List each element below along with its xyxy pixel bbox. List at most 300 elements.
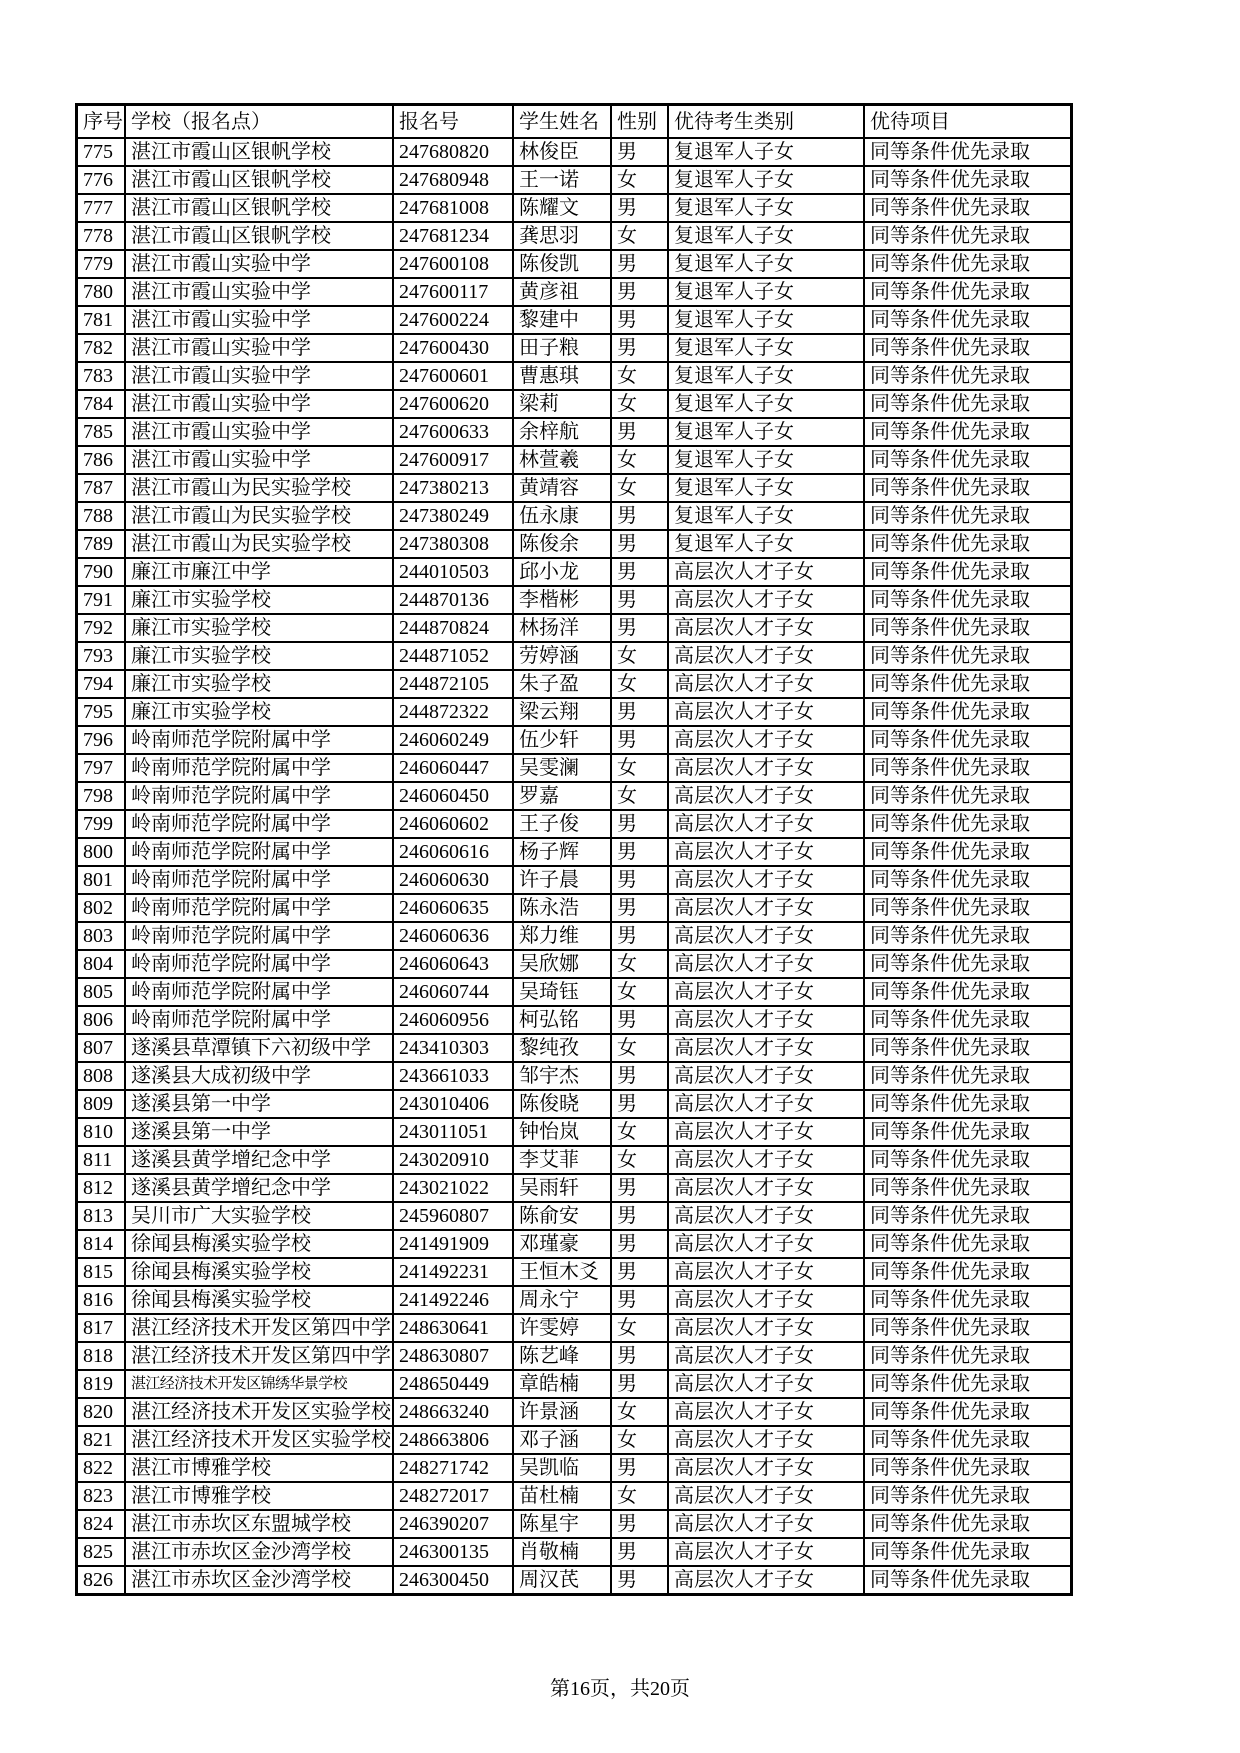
cell-gender: 男	[611, 810, 668, 838]
cell-school: 湛江市霞山实验中学	[125, 278, 393, 306]
cell-name: 柯弘铭	[513, 1006, 611, 1034]
cell-regno: 246060956	[393, 1006, 513, 1034]
cell-name: 黎纯孜	[513, 1034, 611, 1062]
table-row	[77, 334, 1072, 362]
cell-school: 湛江市霞山实验中学	[125, 418, 393, 446]
cell-category: 复退军人子女	[668, 446, 864, 474]
cell-category: 高层次人才子女	[668, 1342, 864, 1370]
cell-school: 湛江经济技术开发区第四中学	[125, 1342, 393, 1370]
cell-school: 湛江市霞山实验中学	[125, 446, 393, 474]
cell-gender: 男	[611, 1202, 668, 1230]
cell-category: 复退军人子女	[668, 418, 864, 446]
cell-seq: 823	[77, 1482, 126, 1510]
cell-name: 伍永康	[513, 502, 611, 530]
cell-school: 岭南师范学院附属中学	[125, 978, 393, 1006]
cell-gender: 男	[611, 1258, 668, 1286]
cell-school: 湛江市霞山实验中学	[125, 334, 393, 362]
cell-regno: 248272017	[393, 1482, 513, 1510]
table-row	[77, 1202, 1072, 1230]
cell-name: 周永宁	[513, 1286, 611, 1314]
cell-seq: 791	[77, 586, 126, 614]
cell-school: 遂溪县草潭镇下六初级中学	[125, 1034, 393, 1062]
cell-regno: 246060249	[393, 726, 513, 754]
cell-school: 湛江市霞山实验中学	[125, 362, 393, 390]
cell-gender: 男	[611, 698, 668, 726]
cell-privilege: 同等条件优先录取	[864, 446, 1071, 474]
cell-seq: 814	[77, 1230, 126, 1258]
cell-regno: 247380249	[393, 502, 513, 530]
cell-gender: 女	[611, 950, 668, 978]
cell-name: 林俊臣	[513, 138, 611, 166]
table-row	[77, 866, 1072, 894]
cell-name: 许子晨	[513, 866, 611, 894]
cell-regno: 247380213	[393, 474, 513, 502]
table-row	[77, 1118, 1072, 1146]
cell-privilege: 同等条件优先录取	[864, 1538, 1071, 1566]
cell-gender: 女	[611, 222, 668, 250]
cell-category: 高层次人才子女	[668, 1370, 864, 1398]
cell-school: 遂溪县黄学增纪念中学	[125, 1174, 393, 1202]
cell-gender: 男	[611, 1230, 668, 1258]
cell-regno: 246060636	[393, 922, 513, 950]
table-row	[77, 1034, 1072, 1062]
cell-privilege: 同等条件优先录取	[864, 698, 1071, 726]
cell-privilege: 同等条件优先录取	[864, 894, 1071, 922]
cell-name: 田子粮	[513, 334, 611, 362]
cell-privilege: 同等条件优先录取	[864, 418, 1071, 446]
cell-category: 高层次人才子女	[668, 1538, 864, 1566]
table-row	[77, 306, 1072, 334]
cell-seq: 821	[77, 1426, 126, 1454]
cell-gender: 男	[611, 1566, 668, 1595]
cell-category: 复退军人子女	[668, 250, 864, 278]
cell-school: 岭南师范学院附属中学	[125, 922, 393, 950]
cell-privilege: 同等条件优先录取	[864, 166, 1071, 194]
cell-privilege: 同等条件优先录取	[864, 670, 1071, 698]
table-row	[77, 1230, 1072, 1258]
cell-category: 高层次人才子女	[668, 670, 864, 698]
cell-school: 廉江市实验学校	[125, 642, 393, 670]
cell-privilege: 同等条件优先录取	[864, 1314, 1071, 1342]
table-row	[77, 1426, 1072, 1454]
cell-regno: 247681008	[393, 194, 513, 222]
table-row	[77, 194, 1072, 222]
cell-privilege: 同等条件优先录取	[864, 1034, 1071, 1062]
cell-regno: 248271742	[393, 1454, 513, 1482]
table-row	[77, 1090, 1072, 1118]
cell-school: 徐闻县梅溪实验学校	[125, 1286, 393, 1314]
cell-category: 高层次人才子女	[668, 754, 864, 782]
cell-name: 林萱羲	[513, 446, 611, 474]
cell-category: 复退军人子女	[668, 474, 864, 502]
cell-category: 高层次人才子女	[668, 922, 864, 950]
cell-name: 余梓航	[513, 418, 611, 446]
table-row	[77, 1314, 1072, 1342]
cell-name: 吴雨轩	[513, 1174, 611, 1202]
cell-privilege: 同等条件优先录取	[864, 138, 1071, 166]
cell-category: 高层次人才子女	[668, 894, 864, 922]
cell-privilege: 同等条件优先录取	[864, 502, 1071, 530]
cell-category: 高层次人才子女	[668, 1062, 864, 1090]
cell-school: 湛江市霞山实验中学	[125, 306, 393, 334]
cell-privilege: 同等条件优先录取	[864, 922, 1071, 950]
cell-school: 遂溪县大成初级中学	[125, 1062, 393, 1090]
cell-gender: 男	[611, 1370, 668, 1398]
cell-category: 高层次人才子女	[668, 1286, 864, 1314]
cell-category: 高层次人才子女	[668, 642, 864, 670]
cell-name: 吴琦钰	[513, 978, 611, 1006]
table-row	[77, 138, 1072, 166]
cell-gender: 男	[611, 278, 668, 306]
cell-school: 湛江市霞山区银帆学校	[125, 194, 393, 222]
table-row	[77, 1370, 1072, 1398]
cell-seq: 782	[77, 334, 126, 362]
cell-name: 梁莉	[513, 390, 611, 418]
cell-name: 许景涵	[513, 1398, 611, 1426]
cell-regno: 244872322	[393, 698, 513, 726]
cell-school: 湛江经济技术开发区实验学校	[125, 1426, 393, 1454]
cell-privilege: 同等条件优先录取	[864, 726, 1071, 754]
cell-school: 廉江市实验学校	[125, 586, 393, 614]
cell-gender: 女	[611, 1398, 668, 1426]
cell-name: 许雯婷	[513, 1314, 611, 1342]
cell-seq: 794	[77, 670, 126, 698]
cell-school: 湛江经济技术开发区锦绣华景学校	[125, 1370, 393, 1398]
cell-gender: 男	[611, 1510, 668, 1538]
cell-privilege: 同等条件优先录取	[864, 474, 1071, 502]
table-row	[77, 166, 1072, 194]
cell-seq: 799	[77, 810, 126, 838]
cell-regno: 244870136	[393, 586, 513, 614]
cell-regno: 243661033	[393, 1062, 513, 1090]
cell-privilege: 同等条件优先录取	[864, 1342, 1071, 1370]
table-row	[77, 418, 1072, 446]
cell-regno: 244010503	[393, 558, 513, 586]
cell-school: 湛江市霞山为民实验学校	[125, 474, 393, 502]
table-row	[77, 446, 1072, 474]
cell-name: 郑力维	[513, 922, 611, 950]
cell-name: 劳婷涵	[513, 642, 611, 670]
cell-seq: 785	[77, 418, 126, 446]
cell-regno: 248663806	[393, 1426, 513, 1454]
cell-category: 复退军人子女	[668, 278, 864, 306]
cell-regno: 246060630	[393, 866, 513, 894]
cell-regno: 247600601	[393, 362, 513, 390]
cell-gender: 女	[611, 642, 668, 670]
table-row	[77, 474, 1072, 502]
table-row	[77, 698, 1072, 726]
cell-privilege: 同等条件优先录取	[864, 278, 1071, 306]
cell-name: 陈艺峰	[513, 1342, 611, 1370]
cell-category: 高层次人才子女	[668, 726, 864, 754]
cell-name: 肖敬楠	[513, 1538, 611, 1566]
cell-regno: 247600633	[393, 418, 513, 446]
cell-category: 高层次人才子女	[668, 950, 864, 978]
cell-gender: 男	[611, 306, 668, 334]
cell-seq: 789	[77, 530, 126, 558]
cell-privilege: 同等条件优先录取	[864, 810, 1071, 838]
cell-seq: 780	[77, 278, 126, 306]
cell-seq: 801	[77, 866, 126, 894]
cell-gender: 女	[611, 446, 668, 474]
cell-privilege: 同等条件优先录取	[864, 1174, 1071, 1202]
cell-school: 湛江市霞山为民实验学校	[125, 530, 393, 558]
cell-seq: 777	[77, 194, 126, 222]
cell-name: 王一诺	[513, 166, 611, 194]
header-row	[77, 105, 1072, 139]
cell-seq: 818	[77, 1342, 126, 1370]
cell-privilege: 同等条件优先录取	[864, 1006, 1071, 1034]
cell-gender: 女	[611, 1314, 668, 1342]
cell-school: 湛江经济技术开发区第四中学	[125, 1314, 393, 1342]
cell-school: 湛江经济技术开发区实验学校	[125, 1398, 393, 1426]
cell-gender: 男	[611, 726, 668, 754]
cell-seq: 812	[77, 1174, 126, 1202]
table-row	[77, 1538, 1072, 1566]
header-name: 学生姓名	[513, 105, 611, 139]
cell-school: 湛江市博雅学校	[125, 1454, 393, 1482]
cell-category: 复退军人子女	[668, 502, 864, 530]
cell-gender: 女	[611, 782, 668, 810]
cell-gender: 女	[611, 166, 668, 194]
header-school: 学校（报名点）	[125, 105, 393, 139]
header-category: 优待考生类别	[668, 105, 864, 139]
cell-category: 高层次人才子女	[668, 1090, 864, 1118]
table-row	[77, 530, 1072, 558]
cell-category: 高层次人才子女	[668, 1118, 864, 1146]
cell-name: 罗嘉	[513, 782, 611, 810]
cell-gender: 男	[611, 866, 668, 894]
table-row	[77, 754, 1072, 782]
cell-name: 王恒木爻	[513, 1258, 611, 1286]
cell-name: 苗杜楠	[513, 1482, 611, 1510]
table-row	[77, 1174, 1072, 1202]
cell-regno: 248650449	[393, 1370, 513, 1398]
cell-category: 高层次人才子女	[668, 810, 864, 838]
table-row	[77, 670, 1072, 698]
cell-school: 徐闻县梅溪实验学校	[125, 1230, 393, 1258]
cell-school: 岭南师范学院附属中学	[125, 754, 393, 782]
cell-seq: 788	[77, 502, 126, 530]
cell-name: 陈俊凯	[513, 250, 611, 278]
cell-gender: 男	[611, 922, 668, 950]
cell-name: 李楷彬	[513, 586, 611, 614]
cell-category: 高层次人才子女	[668, 1230, 864, 1258]
cell-gender: 男	[611, 1342, 668, 1370]
cell-name: 陈耀文	[513, 194, 611, 222]
table-row	[77, 1454, 1072, 1482]
table-row	[77, 1510, 1072, 1538]
cell-school: 湛江市霞山为民实验学校	[125, 502, 393, 530]
cell-school: 岭南师范学院附属中学	[125, 810, 393, 838]
table-header	[77, 105, 1072, 139]
cell-privilege: 同等条件优先录取	[864, 250, 1071, 278]
cell-seq: 805	[77, 978, 126, 1006]
cell-seq: 775	[77, 138, 126, 166]
cell-category: 高层次人才子女	[668, 1174, 864, 1202]
cell-gender: 男	[611, 1286, 668, 1314]
cell-seq: 781	[77, 306, 126, 334]
cell-name: 林扬洋	[513, 614, 611, 642]
cell-school: 廉江市实验学校	[125, 698, 393, 726]
cell-category: 高层次人才子女	[668, 1202, 864, 1230]
cell-gender: 男	[611, 558, 668, 586]
cell-seq: 808	[77, 1062, 126, 1090]
cell-name: 陈星宇	[513, 1510, 611, 1538]
cell-regno: 247680820	[393, 138, 513, 166]
cell-school: 湛江市博雅学校	[125, 1482, 393, 1510]
cell-name: 吴雯澜	[513, 754, 611, 782]
cell-seq: 825	[77, 1538, 126, 1566]
cell-seq: 776	[77, 166, 126, 194]
cell-seq: 797	[77, 754, 126, 782]
table-row	[77, 1258, 1072, 1286]
table-row	[77, 362, 1072, 390]
cell-gender: 女	[611, 474, 668, 502]
table-row	[77, 1566, 1072, 1595]
cell-name: 黄靖容	[513, 474, 611, 502]
cell-gender: 男	[611, 418, 668, 446]
cell-gender: 女	[611, 1426, 668, 1454]
cell-category: 复退军人子女	[668, 138, 864, 166]
cell-privilege: 同等条件优先录取	[864, 1062, 1071, 1090]
cell-privilege: 同等条件优先录取	[864, 1426, 1071, 1454]
cell-regno: 247681234	[393, 222, 513, 250]
table-row	[77, 1398, 1072, 1426]
cell-regno: 243410303	[393, 1034, 513, 1062]
cell-regno: 241492246	[393, 1286, 513, 1314]
cell-category: 高层次人才子女	[668, 698, 864, 726]
cell-name: 杨子辉	[513, 838, 611, 866]
cell-regno: 243011051	[393, 1118, 513, 1146]
page-number: 第16页，共20页	[550, 1678, 690, 1700]
cell-privilege: 同等条件优先录取	[864, 1090, 1071, 1118]
cell-seq: 796	[77, 726, 126, 754]
cell-seq: 786	[77, 446, 126, 474]
cell-regno: 243010406	[393, 1090, 513, 1118]
cell-name: 梁云翔	[513, 698, 611, 726]
cell-category: 高层次人才子女	[668, 1454, 864, 1482]
cell-name: 龚思羽	[513, 222, 611, 250]
table-row	[77, 1342, 1072, 1370]
cell-regno: 248663240	[393, 1398, 513, 1426]
cell-privilege: 同等条件优先录取	[864, 222, 1071, 250]
cell-privilege: 同等条件优先录取	[864, 1482, 1071, 1510]
table-row	[77, 222, 1072, 250]
cell-seq: 806	[77, 1006, 126, 1034]
cell-gender: 女	[611, 1146, 668, 1174]
cell-school: 岭南师范学院附属中学	[125, 838, 393, 866]
cell-school: 岭南师范学院附属中学	[125, 782, 393, 810]
cell-seq: 813	[77, 1202, 126, 1230]
cell-privilege: 同等条件优先录取	[864, 334, 1071, 362]
cell-category: 复退军人子女	[668, 334, 864, 362]
cell-school: 遂溪县第一中学	[125, 1118, 393, 1146]
cell-regno: 244871052	[393, 642, 513, 670]
header-privilege: 优待项目	[864, 105, 1071, 139]
cell-gender: 男	[611, 530, 668, 558]
cell-name: 邹宇杰	[513, 1062, 611, 1090]
cell-regno: 247680948	[393, 166, 513, 194]
cell-seq: 802	[77, 894, 126, 922]
cell-privilege: 同等条件优先录取	[864, 782, 1071, 810]
header-gender: 性别	[611, 105, 668, 139]
cell-privilege: 同等条件优先录取	[864, 614, 1071, 642]
cell-school: 吴川市广大实验学校	[125, 1202, 393, 1230]
table-row	[77, 614, 1072, 642]
cell-gender: 男	[611, 614, 668, 642]
cell-privilege: 同等条件优先录取	[864, 1370, 1071, 1398]
table-row	[77, 586, 1072, 614]
cell-privilege: 同等条件优先录取	[864, 950, 1071, 978]
cell-school: 岭南师范学院附属中学	[125, 726, 393, 754]
cell-name: 吴凯临	[513, 1454, 611, 1482]
cell-gender: 男	[611, 1538, 668, 1566]
cell-school: 湛江市赤坎区东盟城学校	[125, 1510, 393, 1538]
cell-category: 高层次人才子女	[668, 978, 864, 1006]
cell-regno: 246060602	[393, 810, 513, 838]
cell-school: 廉江市廉江中学	[125, 558, 393, 586]
header-regno: 报名号	[393, 105, 513, 139]
cell-name: 王子俊	[513, 810, 611, 838]
cell-regno: 243021022	[393, 1174, 513, 1202]
cell-name: 朱子盈	[513, 670, 611, 698]
cell-gender: 男	[611, 138, 668, 166]
cell-name: 曹惠琪	[513, 362, 611, 390]
cell-school: 湛江市霞山实验中学	[125, 390, 393, 418]
cell-regno: 246060643	[393, 950, 513, 978]
cell-school: 湛江市霞山实验中学	[125, 250, 393, 278]
cell-school: 岭南师范学院附属中学	[125, 866, 393, 894]
cell-regno: 246060635	[393, 894, 513, 922]
cell-seq: 783	[77, 362, 126, 390]
cell-category: 高层次人才子女	[668, 1482, 864, 1510]
cell-regno: 248630641	[393, 1314, 513, 1342]
table-row	[77, 1146, 1072, 1174]
cell-gender: 男	[611, 586, 668, 614]
cell-seq: 820	[77, 1398, 126, 1426]
cell-school: 廉江市实验学校	[125, 670, 393, 698]
cell-seq: 795	[77, 698, 126, 726]
table-row	[77, 810, 1072, 838]
cell-privilege: 同等条件优先录取	[864, 1258, 1071, 1286]
table-row	[77, 502, 1072, 530]
cell-privilege: 同等条件优先录取	[864, 1286, 1071, 1314]
cell-name: 李艾菲	[513, 1146, 611, 1174]
cell-privilege: 同等条件优先录取	[864, 558, 1071, 586]
cell-gender: 男	[611, 1062, 668, 1090]
cell-privilege: 同等条件优先录取	[864, 1398, 1071, 1426]
cell-seq: 816	[77, 1286, 126, 1314]
cell-gender: 女	[611, 978, 668, 1006]
cell-school: 岭南师范学院附属中学	[125, 950, 393, 978]
cell-category: 复退军人子女	[668, 306, 864, 334]
cell-category: 高层次人才子女	[668, 1398, 864, 1426]
cell-category: 高层次人才子女	[668, 1566, 864, 1595]
cell-gender: 女	[611, 362, 668, 390]
cell-gender: 男	[611, 194, 668, 222]
table-row	[77, 922, 1072, 950]
table-row	[77, 782, 1072, 810]
cell-category: 高层次人才子女	[668, 586, 864, 614]
cell-gender: 男	[611, 502, 668, 530]
cell-name: 钟怡岚	[513, 1118, 611, 1146]
cell-school: 湛江市霞山区银帆学校	[125, 166, 393, 194]
cell-gender: 男	[611, 1006, 668, 1034]
cell-regno: 243020910	[393, 1146, 513, 1174]
cell-category: 复退军人子女	[668, 222, 864, 250]
cell-gender: 女	[611, 390, 668, 418]
